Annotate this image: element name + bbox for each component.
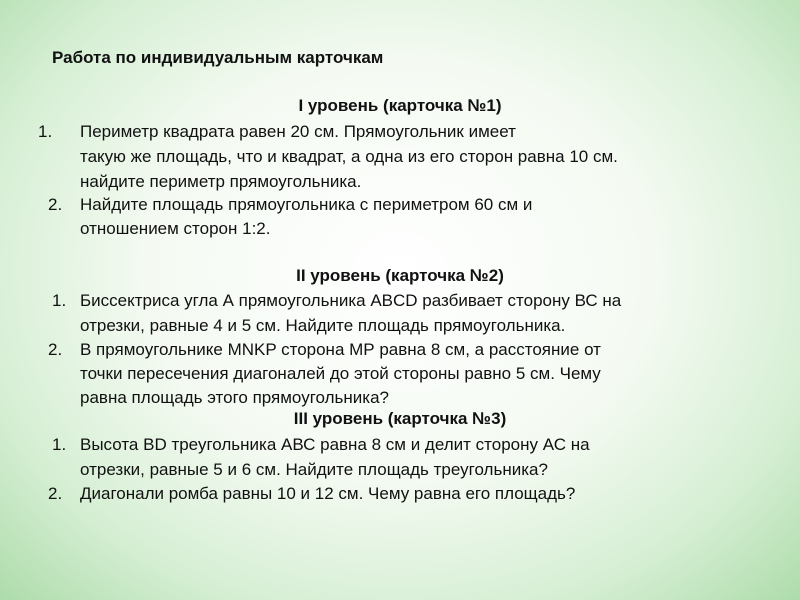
task-number: 1. (52, 435, 67, 454)
level-3-heading: III уровень (карточка №3) (293, 409, 507, 428)
task-line: найдите периметр прямоугольника. (80, 172, 362, 191)
task-line: такую же площадь, что и квадрат, а одна из его сторон равна 10 см. (80, 147, 618, 166)
task-line: отрезки, равные 5 и 6 см. Найдите площадь треугольника? (80, 460, 548, 479)
task-line: Высота BD треугольника АВС равна 8 см и делит сторону АС на (80, 435, 590, 454)
task-line: Диагонали ромба равны 10 и 12 см. Чему равна его площадь? (80, 484, 576, 503)
task-line: Периметр квадрата равен 20 см. Прямоугольник имеет (80, 122, 516, 141)
task-line: Найдите площадь прямоугольника с периметром 60 см и (80, 195, 533, 214)
task-number: 1. (52, 291, 67, 310)
task-line: Биссектриса угла А прямоугольника ABCD разбивает сторону ВС на (80, 291, 622, 310)
task-number: 2. (48, 195, 63, 214)
task-number: 2. (48, 484, 63, 503)
task-line: равна площадь этого прямоугольника? (80, 388, 389, 407)
task-number: 1. (38, 122, 53, 141)
task-line: отношением сторон 1:2. (80, 219, 271, 238)
level-1-heading: I уровень (карточка №1) (298, 96, 502, 115)
page-title: Работа по индивидуальным карточкам (52, 48, 384, 67)
task-number: 2. (48, 340, 63, 359)
task-line: В прямоугольнике MNKP сторона МР равна 8 см, а расстояние от (80, 340, 601, 359)
task-line: точки пересечения диагоналей до этой стороны равно 5 см. Чему (80, 364, 601, 383)
task-line: отрезки, равные 4 и 5 см. Найдите площадь прямоугольника. (80, 316, 566, 335)
level-2-heading: II уровень (карточка №2) (296, 266, 504, 285)
